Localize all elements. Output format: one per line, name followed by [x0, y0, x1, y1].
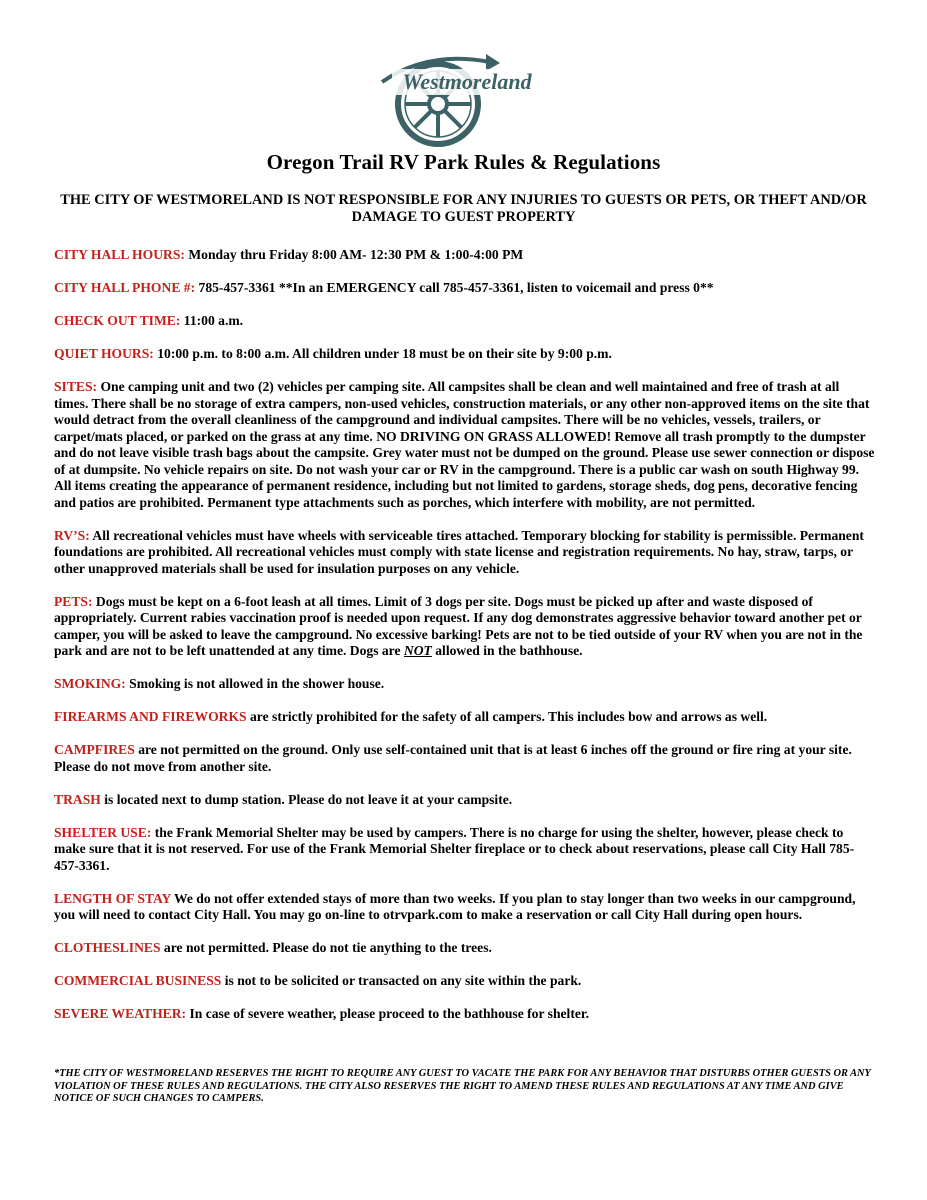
rule-text: 10:00 p.m. to 8:00 a.m. All children under 18 must be on their site by 9:00 p.m.	[153, 346, 612, 361]
rule-check-out-time	[54, 313, 876, 330]
rule-label: CITY HALL PHONE #:	[54, 280, 196, 295]
rule-clotheslines	[54, 940, 876, 957]
page-title: Oregon Trail RV Park Rules & Regulations	[266, 150, 661, 174]
rule-pets	[54, 594, 876, 660]
rule-label: SHELTER USE:	[54, 824, 152, 840]
rule-text: are not permitted. Please do not tie anything to the trees.	[160, 940, 492, 955]
rule-emphasis: NOT	[403, 643, 432, 658]
rule-text: are strictly prohibited for the safety of all campers. This includes bow and arrows as well.	[246, 709, 768, 724]
rule-firearms-fireworks	[54, 709, 876, 726]
rule-text: All recreational vehicles must have wheels with serviceable tires attached. Temporary blocking for stability is permissible. Permanent foundations are prohibited. All recreational vehicles must comply with state license and registration requirements. No hay, straw, tarps, or other unapproved materials shall be used for insulation purposes on any vehicle.	[54, 527, 864, 576]
rule-text: are not permitted on the ground. Only use self-contained unit that is at least 6 inches off the ground or fire ring at your site. Please do not move from another site.	[54, 742, 852, 774]
rule-text: 11:00 a.m.	[180, 313, 244, 328]
rule-label: LENGTH OF STAY	[54, 890, 171, 906]
rule-label: RV’S:	[54, 527, 90, 543]
rule-label: CAMPFIRES	[54, 742, 135, 757]
rule-label: QUIET HOURS:	[54, 346, 154, 361]
rule-label: COMMERCIAL BUSINESS	[54, 973, 222, 988]
rule-label: SEVERE WEATHER:	[54, 1006, 187, 1021]
rule-rvs	[54, 528, 876, 578]
rule-label: TRASH	[54, 791, 101, 807]
rule-text: the Frank Memorial Shelter may be used by campers. There is no charge for using the shelter, however, please check to make sure that it is not reserved. For use of the Frank Memorial Shelter fireplace or to check about reservations, please call City Hall 785-457-3361.	[54, 824, 855, 873]
rule-severe-weather	[54, 1006, 876, 1023]
rule-text: One camping unit and two (2) vehicles per camping site. All campsites shall be clean and well maintained and free of trash at all times. There shall be no storage of extra campers, non-used vehicles, construction materials, or any other non-approved items on the site that would detract from the overall cleanliness of the campground and individual campsites. There will be no vehicles, vessels, trailers, or carpet/mats placed, or parked on the grass at any time. NO DRIVING ON GRASS ALLOWED! Remove all trash promptly to the dumpster and do not leave visible trash bags about the campsite. Grey water must not be dumped on the ground. Please use sewer connection or dispose of at dumpsite. No vehicle repairs on site. Do not wash your car or RV in the campground. There is a public car wash on south Highway 99. All items creating the appearance of permanent residence, including but not limited to gardens, storage sheds, dog pens, decorative fencing and patios are prohibited. Permanent type attachments such as porches, which interfere with mobility, are not permitted.	[54, 379, 875, 510]
rule-length-of-stay	[54, 891, 876, 924]
rule-label: SMOKING:	[54, 676, 126, 691]
rules-list	[54, 247, 876, 1039]
rule-campfires	[54, 742, 876, 775]
rule-text-tail: allowed in the bathhouse.	[431, 643, 583, 658]
rule-text: is not to be solicited or transacted on any site within the park.	[221, 973, 582, 988]
logo-wordmark: Westmoreland	[402, 69, 532, 94]
rule-text: 785-457-3361 **In an EMERGENCY call 785-457-3361, listen to voicemail and press 0**	[195, 280, 714, 295]
rule-label: CHECK OUT TIME:	[54, 313, 181, 328]
rule-smoking	[54, 676, 876, 693]
rule-label: CLOTHESLINES	[54, 940, 161, 955]
rule-label: PETS:	[54, 593, 93, 609]
rule-city-hall-phone	[54, 280, 876, 297]
rule-commercial-business	[54, 973, 876, 990]
rule-text: is located next to dump station. Please do not leave it at your campsite.	[100, 791, 513, 807]
westmoreland-wagon-wheel-logo	[368, 52, 548, 148]
rule-sites	[54, 379, 876, 511]
rule-city-hall-hours	[54, 247, 876, 264]
rule-text: Monday thru Friday 8:00 AM- 12:30 PM & 1:00-4:00 PM	[184, 247, 524, 262]
rule-text: Dogs must be kept on a 6-foot leash at all times. Limit of 3 dogs per site. Dogs must be picked up after and waste disposed of appropriately. Current rabies vaccination proof is needed upon request. If any dog demonstrates aggressive behavior toward another pet or camper, you will be asked to leave the campground. No excessive barking! Pets are not to be tied outside of your RV when you are not in the park and are not to be left unattended at any time. Dogs are	[54, 593, 863, 658]
rule-quiet-hours	[54, 346, 876, 363]
rule-text: In case of severe weather, please proceed to the bathhouse for shelter.	[186, 1006, 590, 1021]
rule-label: CITY HALL HOURS:	[54, 247, 185, 262]
rule-shelter-use	[54, 825, 876, 875]
footer-reservation-notice: *THE CITY OF WESTMORELAND RESERVES THE RIGHT TO REQUIRE ANY GUEST TO VACATE THE PARK FOR ANY BEHAVIOR THAT DISTURBS OTHER GUESTS OR ANY VIOLATION OF THESE RULES AND REGULATIONS. THE CITY ALSO RESERVES THE RIGHT TO AMEND THESE RULES AND REGULATIONS AT ANY TIME AND GIVE NOTICE OF SUCH CHANGES TO CAMPERS.	[54, 1068, 871, 1105]
liability-disclaimer: THE CITY OF WESTMORELAND IS NOT RESPONSIBLE FOR ANY INJURIES TO GUESTS OR PETS, OR THEFT AND/OR DAMAGE TO GUEST PROPERTY	[60, 192, 867, 225]
rule-text: We do not offer extended stays of more than two weeks. If you plan to stay longer than two weeks in our campground, you will need to contact City Hall. You may go on-line to otrvpark.com to make a reservation or call City Hall during open hours.	[54, 890, 856, 922]
rule-label: FIREARMS AND FIREWORKS	[54, 709, 247, 724]
rule-text: Smoking is not allowed in the shower house.	[125, 676, 385, 691]
rule-label: SITES:	[54, 379, 98, 394]
rule-trash	[54, 792, 876, 809]
